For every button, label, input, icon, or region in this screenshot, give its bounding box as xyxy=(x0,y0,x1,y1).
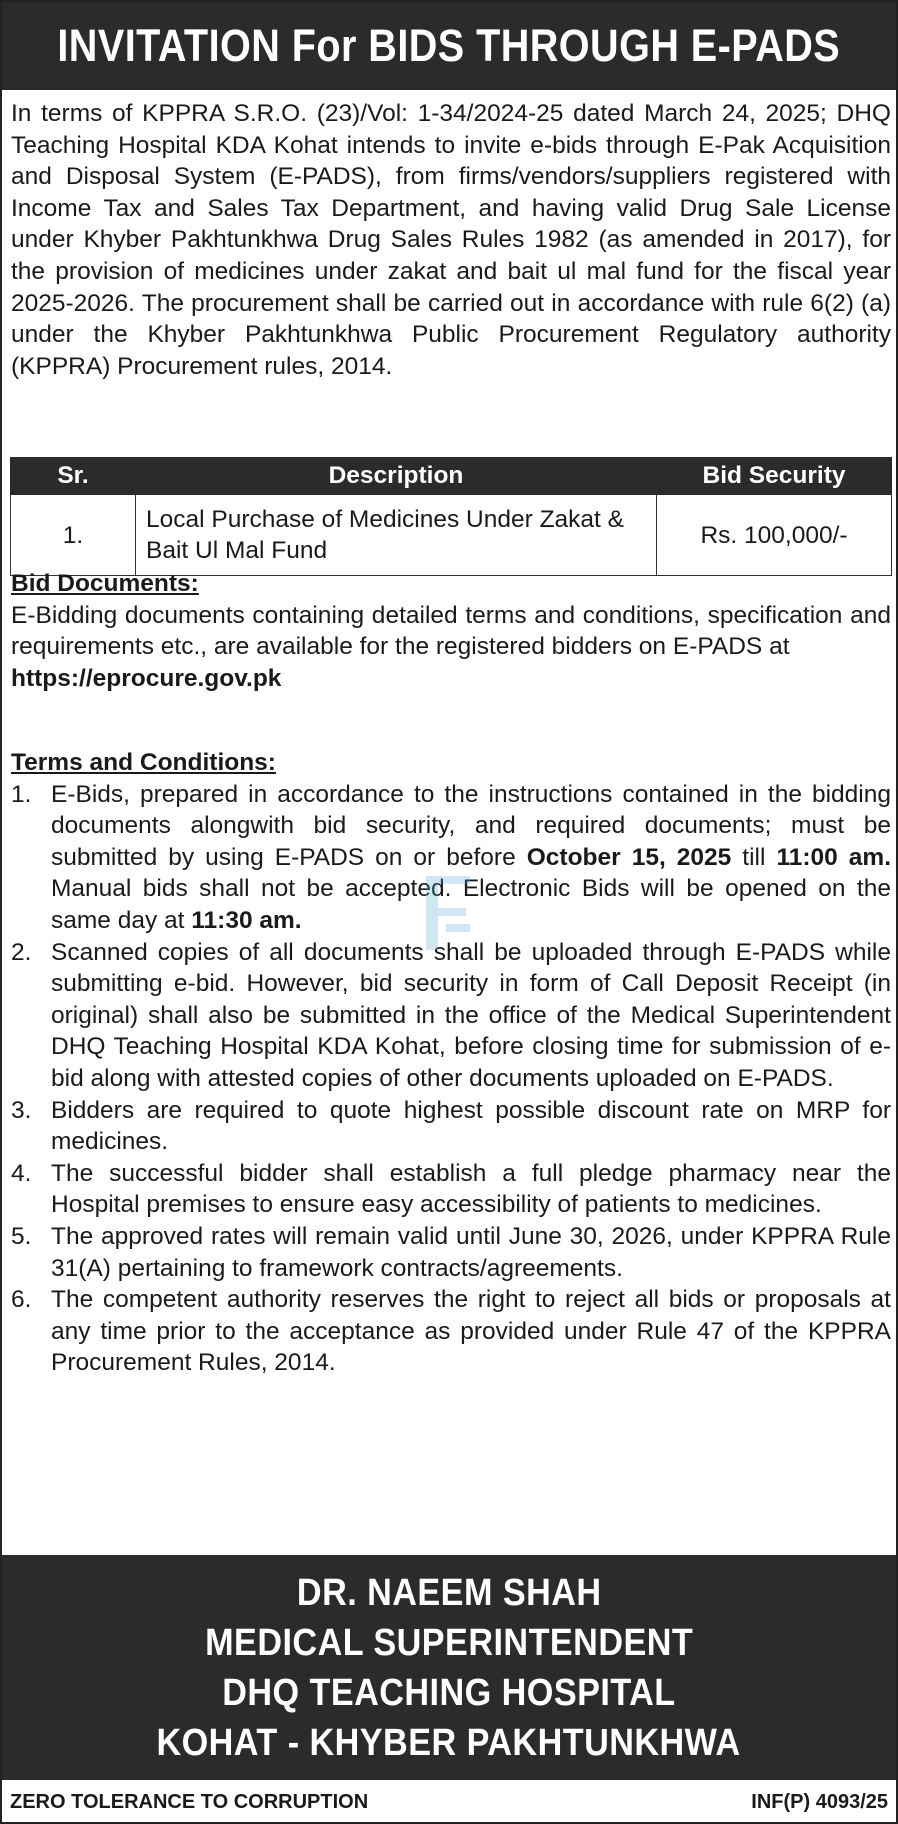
watermark-logo-icon xyxy=(416,868,480,958)
footer-slogan: ZERO TOLERANCE TO CORRUPTION xyxy=(10,1790,369,1813)
cell-sr: 1. xyxy=(11,495,136,576)
terms-item-text: Manual bids shall not be accepted. Electronic Bids will be opened on the same day at xyxy=(51,875,891,934)
terms-item-number: 5. xyxy=(11,1222,32,1250)
terms-item xyxy=(11,937,891,1095)
header-bid-security: Bid Security xyxy=(657,458,892,495)
table-row xyxy=(11,495,892,576)
header-sr: Sr. xyxy=(11,458,136,495)
page-title: INVITATION For BIDS THROUGH E-PADS xyxy=(57,20,841,71)
bid-documents-heading: Bid Documents: xyxy=(11,570,199,597)
intro-paragraph: In terms of KPPRA S.R.O. (23)/Vol: 1-34/2024-25 dated March 24, 2025; DHQ Teaching Hospital KDA Kohat intends to invite e-bids through E-Pak Acquisition and Disposal System (E-PADS), from firms/vendors/suppliers registered with Income Tax and Sales Tax Department, and having valid Drug Sale License under Khyber Pakhtunkhwa Drug Sales Rules 1982 (as amended in 2017), for the provision of medicines under zakat and bait ul mal fund for the fiscal year 2025-2026. The procurement shall be carried out in accordance with rule 6(2) (a) under the Khyber Pakhtunkhwa Public Procurement Regulatory authority (KPPRA) Procurement rules, 2014. xyxy=(11,100,891,380)
footer-reference: INF(P) 4093/25 xyxy=(751,1790,888,1813)
terms-item-number: 3. xyxy=(11,1096,32,1124)
terms-item xyxy=(11,1095,891,1158)
bid-documents-section xyxy=(11,568,891,694)
terms-item xyxy=(11,1284,891,1379)
terms-item-number: 6. xyxy=(11,1286,32,1314)
terms-item-highlight: 11:00 am. xyxy=(776,843,892,871)
terms-item-text: Bidders are required to quote highest possible discount rate on MRP for medicines. xyxy=(51,1096,891,1156)
signatory-office: DHQ TEACHING HOSPITAL xyxy=(222,1671,676,1714)
signatory-designation: MEDICAL SUPERINTENDENT xyxy=(204,1621,694,1664)
header-description: Description xyxy=(136,458,657,495)
terms-item-text: Scanned copies of all documents shall be uploaded through E-PADS while submitting e-bid. However, bid security in form of Call Deposit Receipt (in original) shall also be submitted in the office of the Medical Superintendent DHQ Teaching Hospital KDA Kohat, before closing time for submission of e-bid along with attested copies of other documents uploaded on E-PADS. xyxy=(51,938,891,1092)
table-header-row xyxy=(11,458,892,495)
terms-item-highlight: 11:30 am. xyxy=(191,906,302,934)
terms-item-text: The successful bidder shall establish a full pledge pharmacy near the Hospital premises to ensure easy accessibility of patients to medicines. xyxy=(51,1159,891,1219)
terms-item xyxy=(11,1158,891,1221)
terms-item-number: 2. xyxy=(11,938,32,966)
signatory-name: DR. NAEEM SHAH xyxy=(296,1571,602,1614)
bid-table xyxy=(10,457,892,576)
signatory-location: KOHAT - KHYBER PAKHTUNKHWA xyxy=(156,1721,742,1764)
terms-item-highlight: October 15, 2025 xyxy=(526,843,732,871)
terms-item-text: E-Bids, prepared in accordance to the instructions contained in the bidding documents alongwith bid security, and required documents; must be submitted by using E-PADS on or before xyxy=(51,780,891,871)
bid-documents-text: E-Bidding documents containing detailed terms and conditions, specification and requirements etc., are available for the registered bidders on E-PADS at xyxy=(11,601,891,661)
footer xyxy=(2,1782,896,1822)
terms-item-number: 4. xyxy=(11,1159,32,1187)
cell-description: Local Purchase of Medicines Under Zakat & Bait Ul Mal Fund xyxy=(136,495,657,576)
terms-section xyxy=(11,747,891,1379)
terms-item-text: The approved rates will remain valid until June 30, 2026, under KPPRA Rule 31(A) pertaining to framework contracts/agreements. xyxy=(51,1222,891,1282)
intro-section xyxy=(11,98,891,382)
signature-block xyxy=(2,1555,896,1780)
title-banner xyxy=(2,2,896,90)
terms-heading: Terms and Conditions: xyxy=(11,749,276,776)
terms-item-text: till xyxy=(731,843,777,871)
cell-bid-security: Rs. 100,000/- xyxy=(657,495,892,576)
terms-item-text: The competent authority reserves the right to reject all bids or proposals at any time prior to the acceptance as provided under Rule 47 of the KPPRA Procurement Rules, 2014. xyxy=(51,1286,891,1377)
terms-item xyxy=(11,1221,891,1284)
eprocure-link[interactable]: https://eprocure.gov.pk xyxy=(11,664,282,692)
terms-item-number: 1. xyxy=(11,780,32,808)
